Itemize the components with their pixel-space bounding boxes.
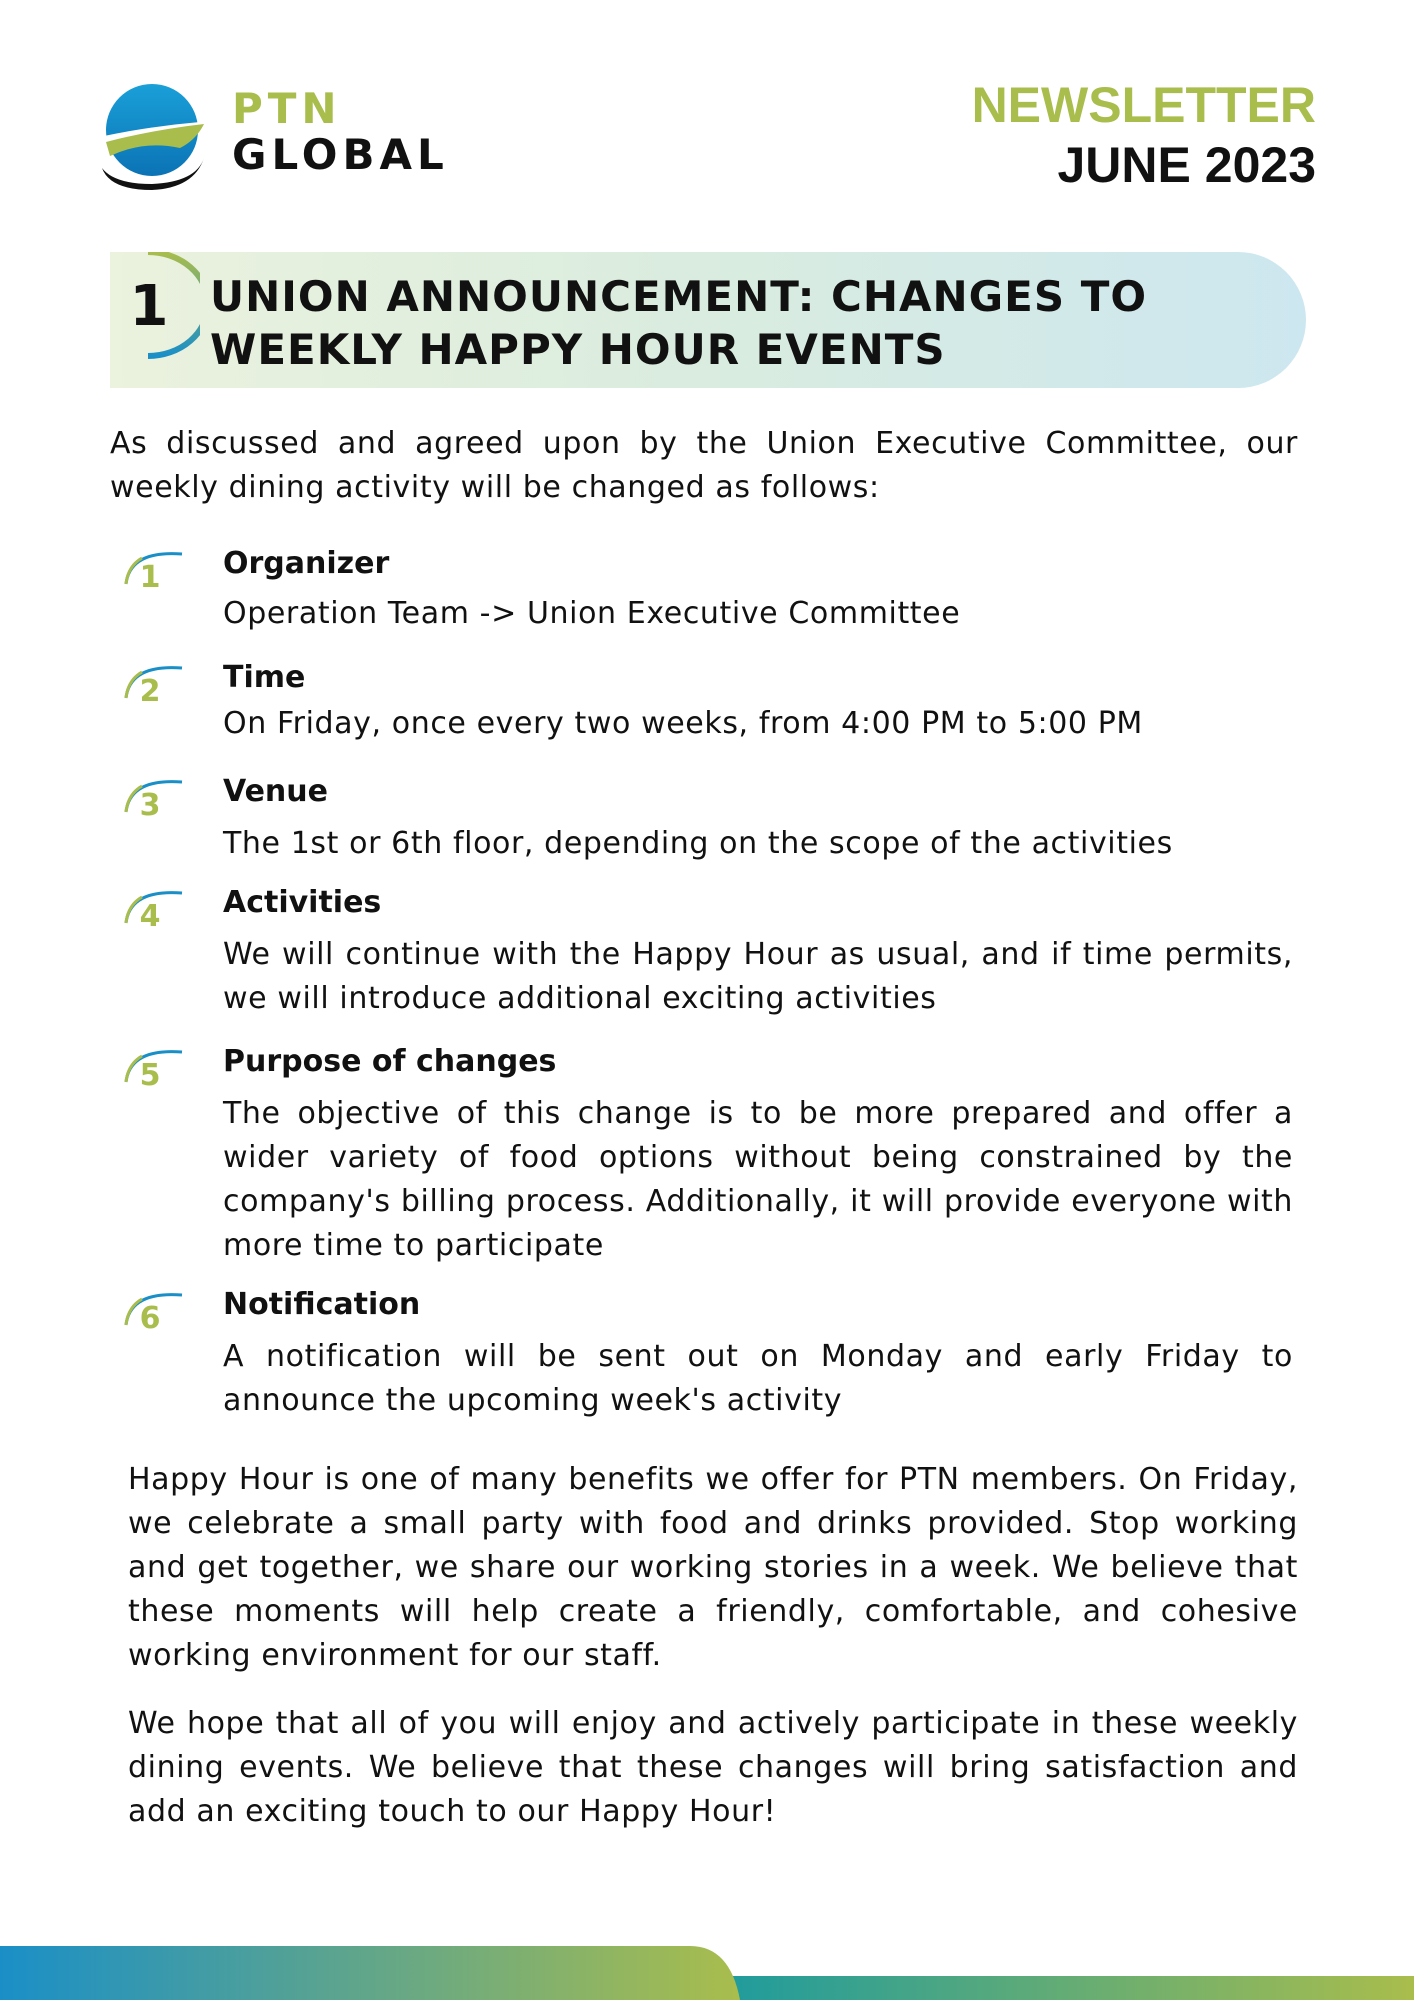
- item-number: 6: [139, 1301, 161, 1336]
- item-title: Notification: [223, 1287, 421, 1322]
- item-title: Time: [223, 660, 306, 695]
- section-header: [110, 252, 1306, 388]
- item-title: Organizer: [223, 546, 390, 581]
- list-item: [122, 660, 1292, 750]
- section-title-line-1: UNION ANNOUNCEMENT: CHANGES TO: [210, 272, 1148, 321]
- section-title: [210, 270, 1270, 376]
- item-title: Venue: [223, 774, 328, 809]
- item-body: We will continue with the Happy Hour as usual, and if time permits, we will introduce additional exciting activities: [223, 937, 1293, 1016]
- item-title: Purpose of changes: [223, 1044, 557, 1079]
- item-number: 1: [139, 560, 161, 595]
- footer-decoration: [0, 1946, 1414, 2000]
- list-item: [122, 885, 1292, 1021]
- item-title: Activities: [223, 885, 382, 920]
- list-item: [122, 774, 1292, 864]
- closing-paragraph-2: We hope that all of you will enjoy and actively participate in these weekly dining events. We believe that these changes will bring satisfaction and add an exciting touch to our Happy Hour!: [128, 1706, 1298, 1829]
- section-number: 1: [129, 274, 169, 339]
- item-body: A notification will be sent out on Monday and early Friday to announce the upcoming week's activity: [223, 1339, 1293, 1418]
- issue-date: JUNE 2023: [1057, 137, 1316, 193]
- item-number: 5: [139, 1058, 161, 1093]
- list-item: [122, 1287, 1292, 1423]
- list-item: [122, 1044, 1292, 1269]
- globe-logo-icon: [100, 78, 210, 198]
- closing-paragraph-1: Happy Hour is one of many benefits we offer for PTN members. On Friday, we celebrate a small party with food and drinks provided. Stop working and get together, we share our working stories in a week. We believe that these moments will help create a friendly, comfortable, and cohesive working environment for our staff.: [128, 1462, 1298, 1673]
- list-item: [122, 546, 1292, 636]
- item-body: On Friday, once every two weeks, from 4:00 PM to 5:00 PM: [223, 706, 1143, 741]
- brand-line-2: GLOBAL: [232, 130, 449, 179]
- brand-line-1: PTN: [232, 84, 342, 133]
- item-body: The 1st or 6th floor, depending on the scope of the activities: [223, 826, 1173, 861]
- section-title-line-2: WEEKLY HAPPY HOUR EVENTS: [210, 325, 946, 374]
- item-body: Operation Team -> Union Executive Committee: [223, 596, 961, 631]
- item-number: 2: [139, 674, 161, 709]
- item-number: 4: [139, 899, 161, 934]
- item-number: 3: [139, 788, 161, 823]
- newsletter-label: NEWSLETTER: [971, 77, 1316, 133]
- intro-paragraph: As discussed and agreed upon by the Union Executive Committee, our weekly dining activity will be changed as follows:: [110, 426, 1298, 505]
- footer-wave-icon: [0, 1946, 1414, 2000]
- company-logo: [100, 78, 449, 198]
- item-body: The objective of this change is to be more prepared and offer a wider variety of food options without being constrained by the company's billing process. Additionally, it will provide everyone with more time to participate: [223, 1096, 1293, 1263]
